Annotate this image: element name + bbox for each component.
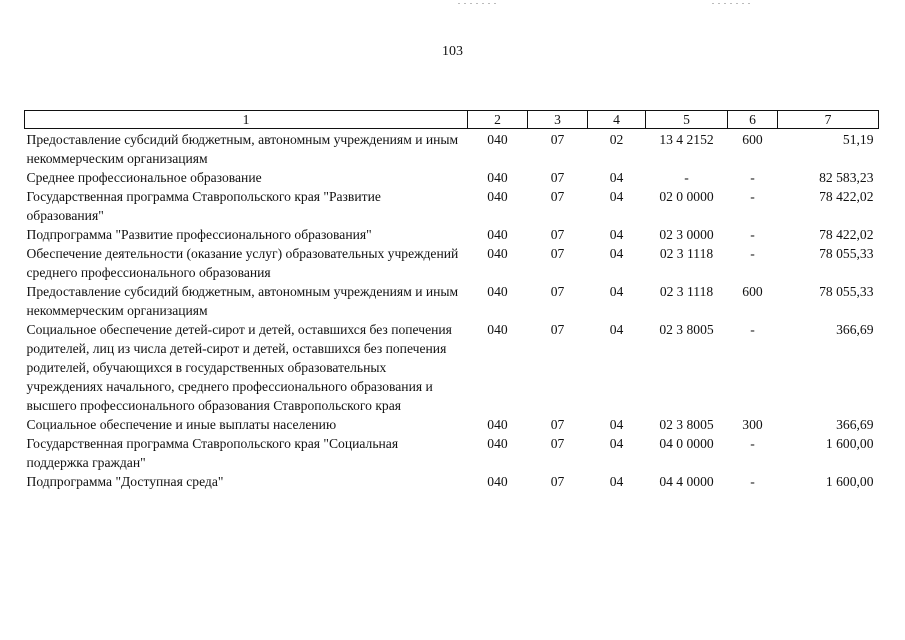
ministry-code: 040 [487,170,508,185]
table-row [25,472,879,491]
table-row [25,129,879,169]
section-code: 07 [550,189,565,204]
section-code: 07 [550,284,565,299]
page-number: 103 [442,44,463,59]
target-article-code: 02 3 8005 [659,417,714,432]
target-article-code: 02 3 1118 [659,246,714,261]
row-description: Подпрограмма "Развитие профессионального образования" [26,227,372,242]
subsection-code: 04 [609,284,624,299]
expense-type-code: 600 [742,132,763,147]
ministry-code: 040 [487,322,508,337]
target-article-code: 02 3 8005 [659,322,714,337]
section-code: 07 [550,132,565,147]
row-description: Социальное обеспечение детей-сирот и детей, оставшихся без попечения родителей, лиц из числа детей-сирот и детей, оставшихся без попечения родителей, обучающихся в государственных образовательных учреждениях начального, среднего профессионального образования и высшего профессионального образования Ставропольского края [26,322,452,413]
expense-type-code: - [750,322,755,337]
subsection-code: 04 [609,227,624,242]
ministry-code: 040 [487,284,508,299]
ministry-code: 040 [487,189,508,204]
ministry-code: 040 [487,227,508,242]
ministry-code: 040 [487,474,508,489]
row-description: Среднее профессиональное образование [26,170,262,185]
subsection-code: 04 [609,189,624,204]
column-header: 1 [25,111,468,129]
header-row [25,111,879,129]
amount: 366,69 [836,417,874,432]
target-article-code: 04 0 0000 [659,436,714,451]
subsection-code: 04 [609,436,624,451]
amount: 51,19 [842,132,874,147]
ministry-code: 040 [487,132,508,147]
section-code: 07 [550,417,565,432]
column-header: 4 [588,111,646,129]
amount: 1 600,00 [825,474,874,489]
amount: 82 583,23 [819,170,874,185]
target-article-code: 02 3 1118 [659,284,714,299]
table-row [25,282,879,320]
table-row [25,168,879,187]
expense-type-code: - [750,246,755,261]
table-row [25,434,879,472]
subsection-code: 04 [609,417,624,432]
row-description: Предоставление субсидий бюджетным, автономным учреждениям и иным некоммерческим организациям [26,132,459,166]
expense-type-code: 600 [742,284,763,299]
column-header: 5 [646,111,728,129]
table-row [25,244,879,282]
target-article-code: - [684,170,689,185]
table-body [25,129,879,492]
expense-type-code: 300 [742,417,763,432]
amount: 78 422,02 [819,189,874,204]
target-article-code: 02 3 0000 [659,227,714,242]
subsection-code: 04 [609,170,624,185]
target-article-code: 02 0 0000 [659,189,714,204]
table-row [25,187,879,225]
column-header: 7 [778,111,879,129]
expense-type-code: - [750,189,755,204]
column-header: 2 [468,111,528,129]
ministry-code: 040 [487,436,508,451]
amount: 1 600,00 [825,436,874,451]
table-row [25,320,879,415]
row-description: Социальное обеспечение и иные выплаты населению [26,417,337,432]
amount: 78 055,33 [819,246,874,261]
row-description: Государственная программа Ставропольского края "Развитие образования" [26,189,381,223]
section-code: 07 [550,436,565,451]
budget-table [24,110,879,491]
scan-artifact-dots [458,3,498,4]
section-code: 07 [550,246,565,261]
amount: 78 422,02 [819,227,874,242]
column-header: 3 [528,111,588,129]
section-code: 07 [550,474,565,489]
expense-type-code: - [750,436,755,451]
subsection-code: 02 [609,132,624,147]
section-code: 07 [550,227,565,242]
section-code: 07 [550,322,565,337]
subsection-code: 04 [609,246,624,261]
target-article-code: 04 4 0000 [659,474,714,489]
expense-type-code: - [750,170,755,185]
row-description: Обеспечение деятельности (оказание услуг) образовательных учреждений среднего профессионального образования [26,246,459,280]
row-description: Предоставление субсидий бюджетным, автономным учреждениям и иным некоммерческим организациям [26,284,459,318]
subsection-code: 04 [609,322,624,337]
table-row [25,415,879,434]
amount: 366,69 [836,322,874,337]
target-article-code: 13 4 2152 [659,132,714,147]
ministry-code: 040 [487,417,508,432]
row-description: Государственная программа Ставропольского края "Социальная поддержка граждан" [26,436,399,470]
row-description: Подпрограмма "Доступная среда" [26,474,224,489]
table-row [25,225,879,244]
column-header: 6 [728,111,778,129]
amount: 78 055,33 [819,284,874,299]
expense-type-code: - [750,474,755,489]
ministry-code: 040 [487,246,508,261]
expense-type-code: - [750,227,755,242]
scan-artifact-dots [712,3,752,4]
section-code: 07 [550,170,565,185]
subsection-code: 04 [609,474,624,489]
